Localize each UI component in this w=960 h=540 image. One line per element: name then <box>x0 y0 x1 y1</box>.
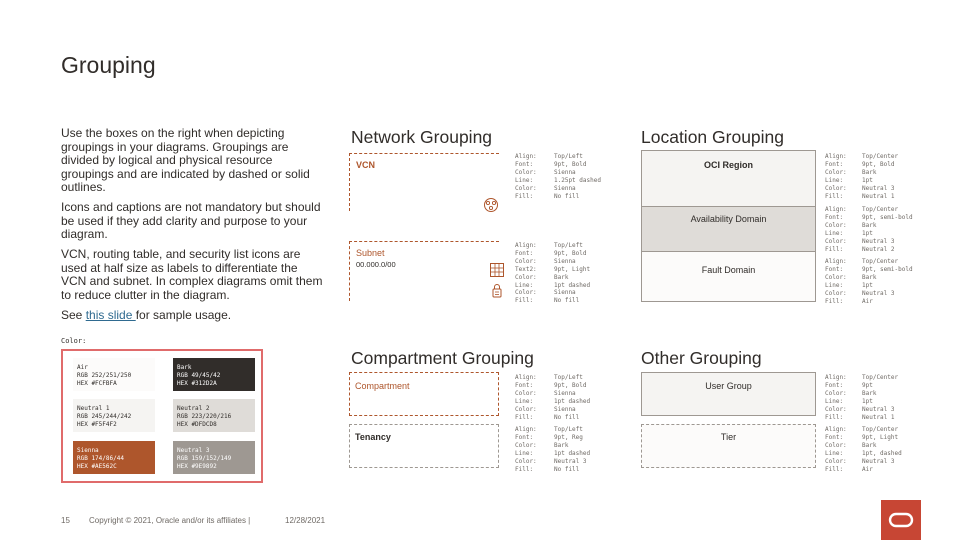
ad-spec-keys: Align: Font: Color: Line: Color: Fill: <box>825 206 847 253</box>
network-grouping-heading: Network Grouping <box>351 127 493 147</box>
tier-spec-keys: Align: Font: Color: Line: Color: Fill: <box>825 426 847 473</box>
tenancy-spec-keys: Align: Font: Color: Line: Color: Fill: <box>515 426 537 473</box>
location-grouping-heading: Location Grouping <box>641 127 785 147</box>
compartment-spec-keys: Align: Font: Color: Line: Color: Fill: <box>515 374 537 421</box>
swatch-name: Neutral 3 <box>177 447 210 454</box>
sample-slide-link[interactable]: this slide <box>85 308 136 322</box>
swatch-hex: HEX #AE562C <box>77 463 117 470</box>
subnet-label: Subnet <box>356 248 385 258</box>
vcn-label: VCN <box>356 160 376 170</box>
ad-spec-values: Top/Center 9pt, semi-bold Bark 1pt Neutral 3 Neutral 2 <box>862 206 913 253</box>
vcn-grouping-box <box>349 153 499 211</box>
oci-region-label: OCI Region <box>704 160 753 170</box>
user-group-label: User Group <box>705 381 752 391</box>
swatch-bark <box>173 358 255 391</box>
footer-date: 12/28/2021 <box>285 516 326 525</box>
swatch-air <box>73 358 155 391</box>
swatch-name: Bark <box>177 364 192 371</box>
intro-paragraph: Use the boxes on the right when depicting groupings in your diagrams. Groupings are divided by logical and physical resource groupings and are indicated by dashed or solid outlines. <box>61 126 310 195</box>
swatch-neutral-3 <box>173 441 255 474</box>
tier-spec-values: Top/Center 9pt, Light Bark 1pt, dashed Neutral 3 Air <box>862 426 902 473</box>
page-title: Grouping <box>61 52 156 78</box>
fd-spec-keys: Align: Font: Color: Line: Color: Fill: <box>825 258 847 305</box>
subnet-spec-values: Top/Left 9pt, Bold Sienna 9pt, Light Bark 1pt dashed Sienna No fill <box>554 242 591 305</box>
subnet-grouping-box <box>349 241 499 301</box>
swatch-rgb: RGB 245/244/242 <box>77 413 132 420</box>
vcn-spec-values: Top/Left 9pt, Bold Sienna 1.25pt dashed Sienna No fill <box>554 153 601 200</box>
see-paragraph <box>61 309 326 323</box>
compartment-spec-values: Top/Left 9pt, Bold Sienna 1pt dashed Sienna No fill <box>554 374 591 421</box>
swatch-name: Neutral 1 <box>77 405 110 412</box>
swatch-hex: HEX #DFDCD8 <box>177 421 217 428</box>
region-spec-values: Top/Center 9pt, Bold Bark 1pt Neutral 3 Neutral 1 <box>862 153 899 200</box>
tenancy-spec-values: Top/Left 9pt, Reg Bark 1pt dashed Neutral 3 No fill <box>554 426 591 473</box>
subnet-cidr: 00.000.0/00 <box>356 260 396 269</box>
page-number: 15 <box>61 516 70 525</box>
other-grouping-heading: Other Grouping <box>641 348 762 368</box>
security-list-icon <box>490 283 504 299</box>
swatch-neutral-2 <box>173 399 255 432</box>
swatch-rgb: RGB 49/45/42 <box>177 372 221 379</box>
availability-domain-box <box>641 206 816 302</box>
tenancy-label: Tenancy <box>355 432 391 442</box>
swatch-name: Neutral 2 <box>177 405 210 412</box>
subnet-spec-keys: Align: Font: Color: Text2: Color: Line: Color: Fill: <box>515 242 537 305</box>
vcn-icon <box>482 196 500 214</box>
swatch-sienna <box>73 441 155 474</box>
compartment-label: Compartment <box>355 381 410 391</box>
tenancy-grouping-box <box>349 424 499 468</box>
tier-box <box>641 424 816 468</box>
oracle-o-icon <box>881 500 921 540</box>
compartment-grouping-box <box>349 372 499 416</box>
swatch-rgb: RGB 159/152/149 <box>177 455 232 462</box>
swatch-rgb: RGB 223/220/216 <box>177 413 232 420</box>
user-group-box <box>641 372 816 416</box>
copyright-text: Copyright © 2021, Oracle and/or its affiliates | <box>89 516 251 525</box>
swatch-rgb: RGB 174/86/44 <box>77 455 124 462</box>
see-suffix: for sample usage. <box>135 308 232 322</box>
swatch-hex: HEX #F5F4F2 <box>77 421 117 428</box>
availability-domain-label: Availability Domain <box>690 214 767 224</box>
icons-paragraph: Icons and captions are not mandatory but should be used if they add clarity and purpose to your diagram. <box>61 200 321 242</box>
color-palette-panel <box>61 349 263 483</box>
swatch-hex: HEX #312D2A <box>177 380 217 387</box>
swatch-hex: HEX #FCFBFA <box>77 380 117 387</box>
vcn-spec-keys: Align: Font: Color: Line: Color: Fill: <box>515 153 537 200</box>
color-label: Color: <box>61 337 87 345</box>
see-prefix: See <box>61 308 86 322</box>
swatch-rgb: RGB 252/251/250 <box>77 372 132 379</box>
swatch-hex: HEX #9E9892 <box>177 463 217 470</box>
user-group-spec-keys: Align: Font: Color: Line: Color: Fill: <box>825 374 847 421</box>
compartment-grouping-heading: Compartment Grouping <box>351 348 534 368</box>
swatch-neutral-1 <box>73 399 155 432</box>
tier-label: Tier <box>720 432 737 442</box>
fault-domain-box <box>641 251 816 302</box>
oracle-logo <box>881 500 921 540</box>
fd-spec-values: Top/Center 9pt, semi-bold Bark 1pt Neutral 3 Air <box>862 258 913 305</box>
oci-region-box <box>641 150 816 302</box>
region-spec-keys: Align: Font: Color: Line: Color: Fill: <box>825 153 847 200</box>
swatch-name: Sienna <box>77 447 99 454</box>
swatch-name: Air <box>77 364 88 371</box>
user-group-spec-values: Top/Center 9pt Bark 1pt Neutral 3 Neutral 1 <box>862 374 899 421</box>
route-table-icon <box>489 262 505 278</box>
vcn-paragraph: VCN, routing table, and security list icons are used at half size as labels to differentiate the VCN and subnet. In complex diagrams omit them to reduce clutter in the diagram. <box>61 247 323 302</box>
fault-domain-label: Fault Domain <box>701 265 756 275</box>
